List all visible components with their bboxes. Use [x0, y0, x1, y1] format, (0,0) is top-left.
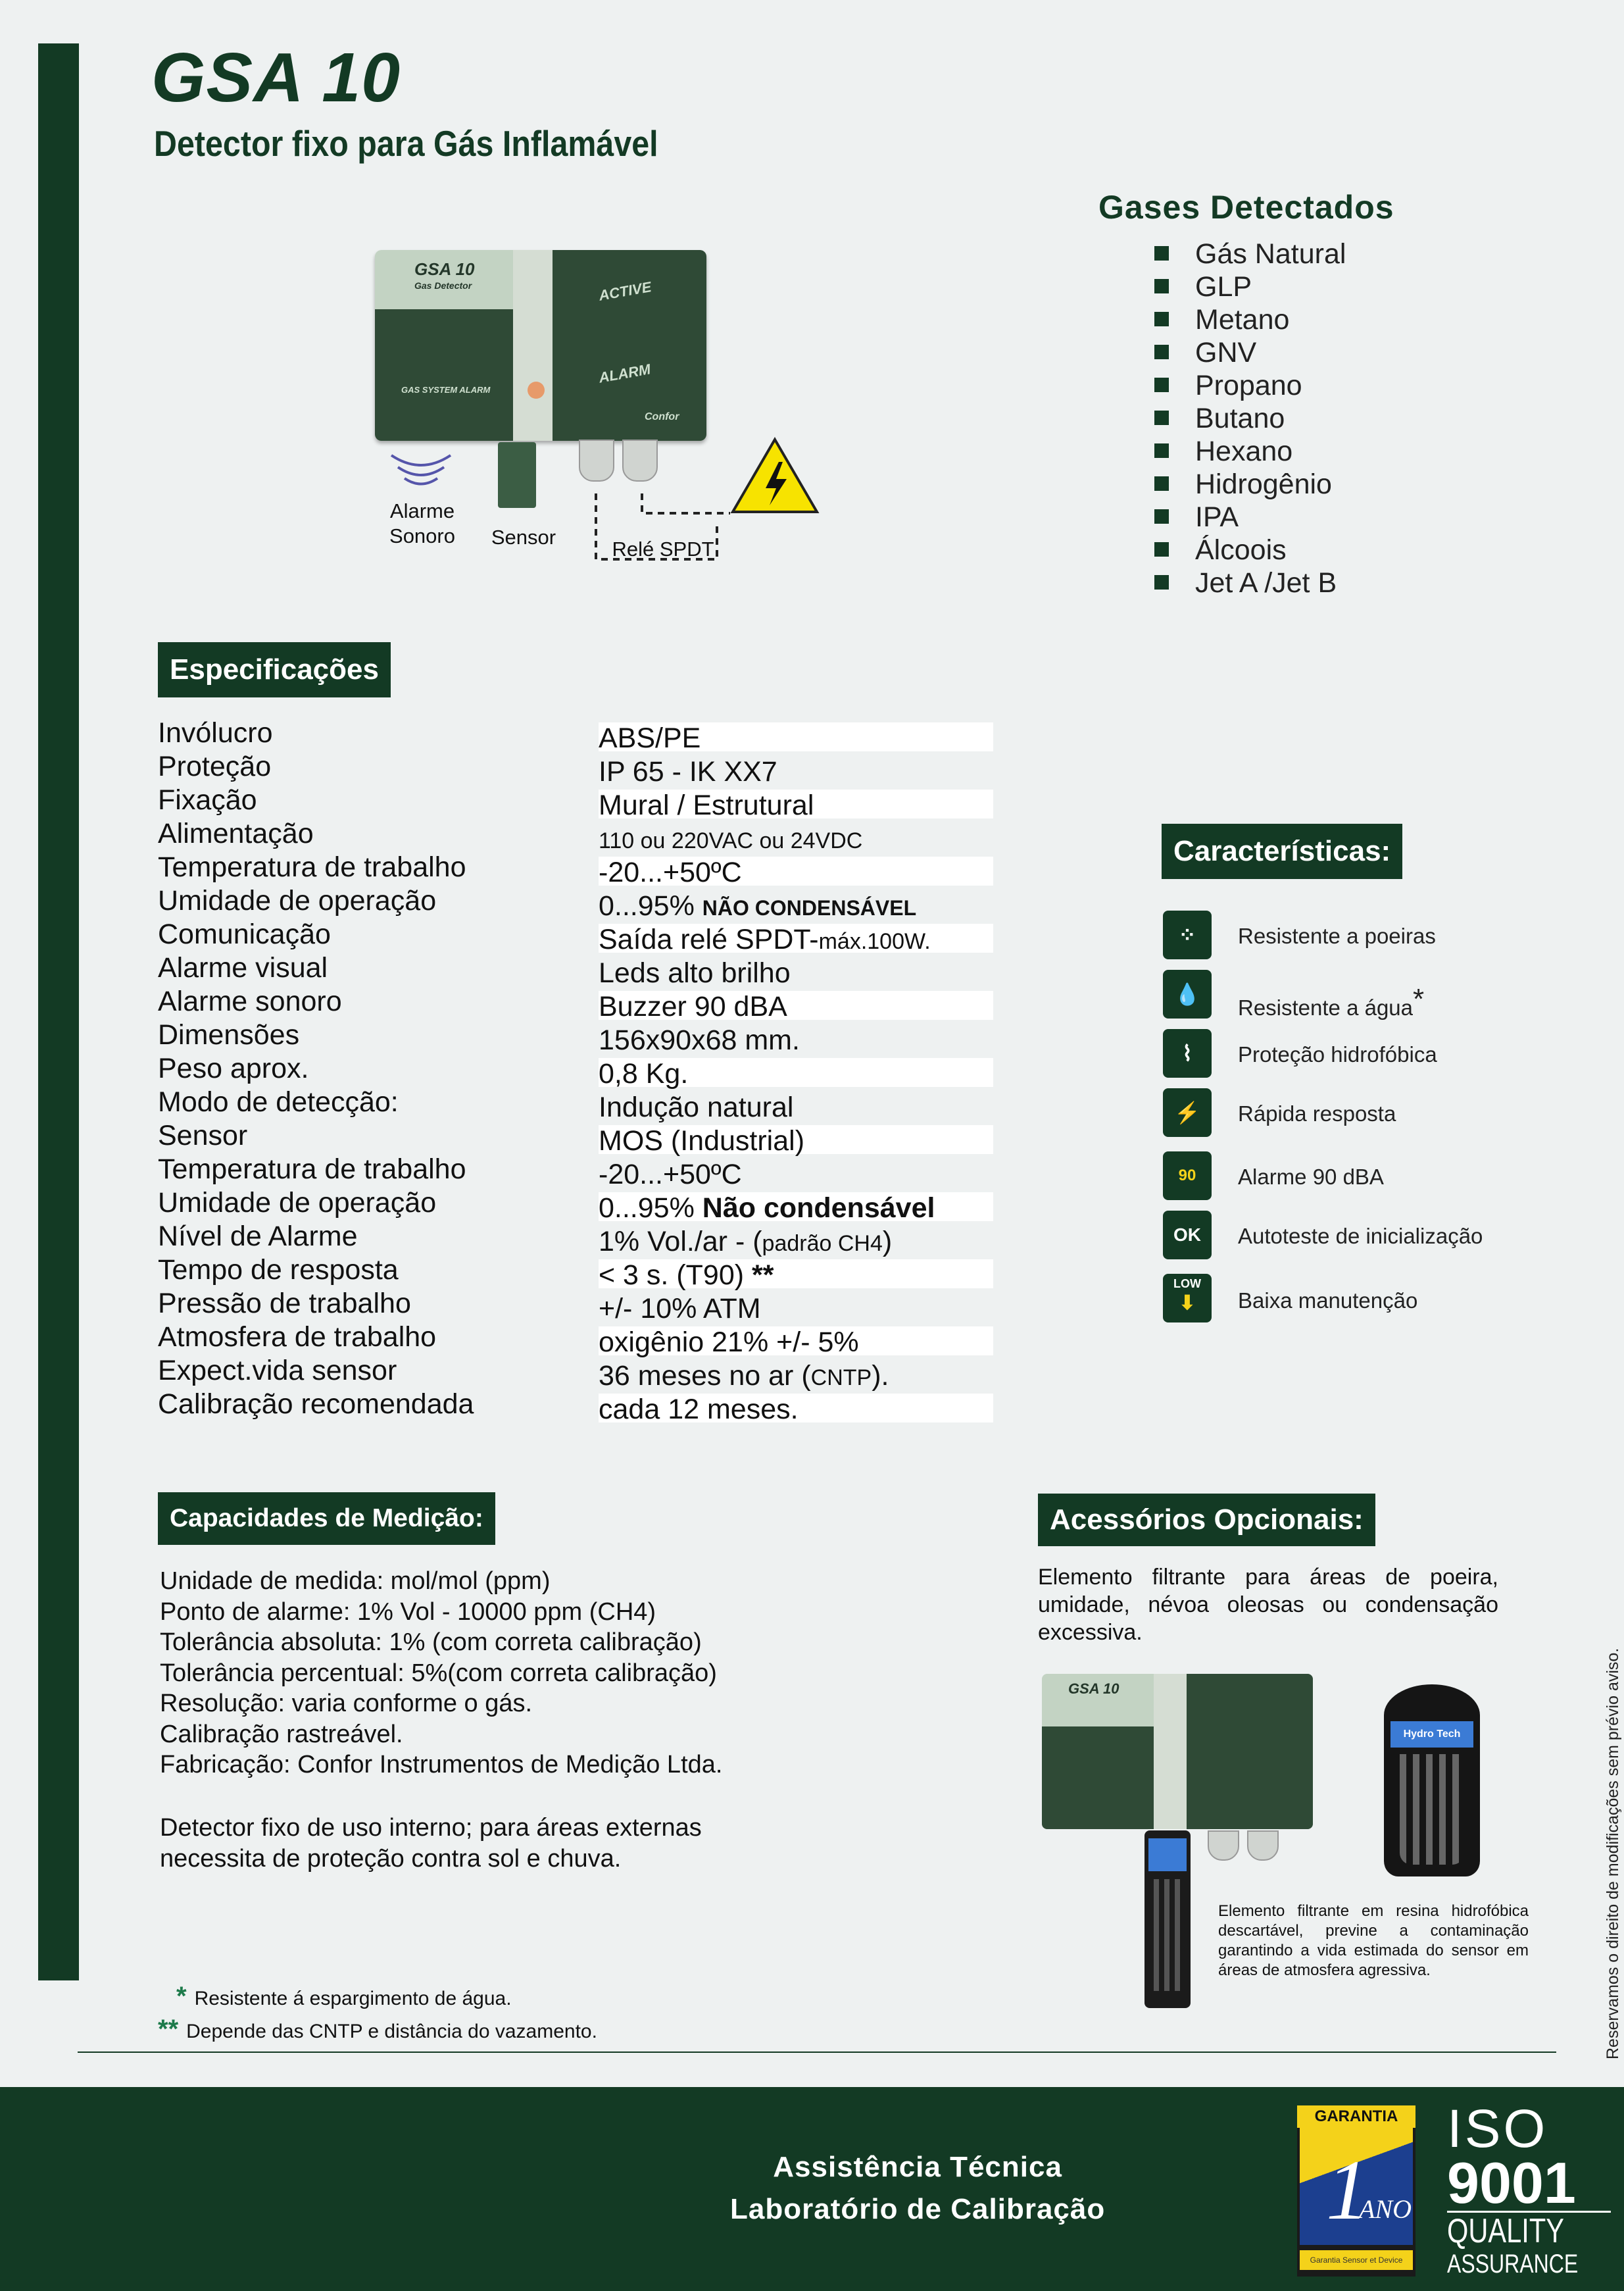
- device-title-label: GSA 10: [414, 259, 475, 279]
- bullet-square-icon: [1154, 279, 1169, 293]
- gas-item: Butano: [1154, 403, 1285, 435]
- characteristic-label: Resistente a poeiras: [1238, 924, 1436, 948]
- spec-row: Atmosfera de trabalho oxigênio 21% +/- 5%: [158, 1321, 993, 1354]
- footer-services: Assistência Técnica Laboratório de Calibração: [730, 2151, 1106, 2225]
- gas-item: Propano: [1154, 370, 1302, 402]
- bullet-square-icon: [1154, 345, 1169, 359]
- active-label: ACTIVE: [597, 278, 653, 304]
- system-label: GAS SYSTEM ALARM: [401, 385, 491, 395]
- gas-item: IPA: [1154, 501, 1239, 534]
- accessories-heading: Acessórios Opcionais:: [1038, 1494, 1375, 1546]
- accessory-gland-1: [1208, 1830, 1239, 1861]
- spec-row: Calibração recomendada cada 12 meses.: [158, 1388, 993, 1421]
- spec-row: Modo de detecção: Indução natural: [158, 1086, 794, 1123]
- characteristic-label: Rápida resposta: [1238, 1101, 1396, 1126]
- spec-row: Comunicação Saída relé SPDT-máx.100W.: [158, 919, 993, 951]
- spec-row: Tempo de resposta < 3 s. (T90) **: [158, 1254, 993, 1287]
- lightning-icon: ⚡: [1163, 1088, 1212, 1137]
- accessories-text: Elemento filtrante para áreas de poeira, umidade, névoa oleosas ou condensação excessiva.: [1038, 1565, 1498, 1645]
- spec-row: Alimentação 110 ou 220VAC ou 24VDC: [158, 818, 863, 853]
- sound-waves-icon: [381, 442, 460, 495]
- sensor-label: Sensor: [491, 526, 556, 549]
- alarm-sonoro-label: Alarme Sonoro: [389, 499, 455, 547]
- filter-note: Elemento filtrante em resina hidrofóbica descartável, previne a contaminação garantindo a vida estimada do sensor em áreas de atmosfera agressiva.: [1218, 1902, 1529, 1979]
- bullet-square-icon: [1154, 378, 1169, 392]
- ok-icon: OK: [1163, 1211, 1212, 1259]
- measurement-heading: Capacidades de Medição:: [158, 1492, 495, 1545]
- bullet-square-icon: [1154, 246, 1169, 261]
- sensor-canister: [498, 442, 536, 508]
- characteristic-label: Alarme 90 dBA: [1238, 1165, 1384, 1189]
- disclaimer-vertical: Reservamos o direito de modificações sem prévio aviso.: [1604, 1648, 1622, 2059]
- relay-label: Relé SPDT: [612, 538, 714, 561]
- warranty-seal: GARANTIA 1 ANO Garantia Sensor et Device: [1297, 2105, 1415, 2277]
- spec-row: Dimensões 156x90x68 mm.: [158, 1019, 800, 1056]
- spec-row: Umidade de operação 0...95% Não condensável: [158, 1187, 993, 1220]
- left-accent-bar: [38, 43, 79, 1980]
- brand-logo: Confor: [645, 411, 679, 422]
- measurement-list: Unidade de medida: mol/mol (ppm) Ponto de alarme: 1% Vol - 10000 ppm (CH4) Tolerância absoluta: 1% (com correta calibração) Tolerância percentual: 5%(com correta calibração) Resolução: varia conforme o gás. Calibração rastreável. Fabricação: Confor Instrumentos de Medição Ltda.: [160, 1567, 723, 1778]
- characteristics-heading: Características:: [1162, 824, 1402, 879]
- gas-item: GLP: [1154, 271, 1252, 303]
- characteristic-label: Autoteste de inicialização: [1238, 1224, 1483, 1248]
- iso-9001-logo: ISO 9001 QUALITY ASSURANCE: [1447, 2103, 1611, 2278]
- water-drop-icon: 💧: [1163, 970, 1212, 1019]
- gas-item: GNV: [1154, 337, 1256, 369]
- hydrophobic-icon: ⌇: [1163, 1029, 1212, 1078]
- footnote-2: ** Depende das CNTP e distância do vazamento.: [158, 2015, 597, 2044]
- bullet-square-icon: [1154, 411, 1169, 425]
- specs-heading: Especificações: [158, 642, 391, 697]
- gases-title: Gases Detectados: [1098, 189, 1394, 226]
- bullet-square-icon: [1154, 575, 1169, 590]
- spec-row: Temperatura de trabalho -20...+50ºC: [158, 851, 993, 884]
- low-arrow-icon: LOW ⬇: [1163, 1274, 1212, 1322]
- bullet-square-icon: [1154, 509, 1169, 524]
- bullet-square-icon: [1154, 443, 1169, 458]
- device-illustration: [375, 250, 706, 441]
- spec-row: Peso aprox. 0,8 Kg.: [158, 1053, 993, 1086]
- characteristic-label: Proteção hidrofóbica: [1238, 1042, 1437, 1067]
- bullet-square-icon: [1154, 542, 1169, 557]
- device-photo-accessory: GSA 10: [1042, 1674, 1313, 1829]
- footer-divider: [78, 2052, 1556, 2053]
- gas-item: Metano: [1154, 304, 1289, 336]
- high-voltage-warning-icon: [730, 437, 820, 516]
- spec-row: Sensor MOS (Industrial): [158, 1120, 993, 1153]
- spec-row: Alarme visual Leds alto brilho: [158, 952, 791, 989]
- gas-item: Jet A /Jet B: [1154, 567, 1337, 599]
- usage-note: Detector fixo de uso interno; para áreas externas necessita de proteção contra sol e chuva.: [160, 1814, 702, 1873]
- characteristic-label: Baixa manutenção: [1238, 1288, 1418, 1313]
- filter-element-photo: Hydro Tech: [1384, 1684, 1480, 1876]
- sound-90-icon: 90: [1163, 1151, 1212, 1200]
- device-panel-right: [553, 250, 706, 441]
- spec-row: Fixação Mural / Estrutural: [158, 784, 993, 817]
- gas-item: Hexano: [1154, 436, 1292, 468]
- dust-icon: ⁘: [1163, 911, 1212, 959]
- gas-item: Hidrogênio: [1154, 468, 1332, 501]
- spec-row: Pressão de trabalho +/- 10% ATM: [158, 1288, 761, 1324]
- spec-row: Alarme sonoro Buzzer 90 dBA: [158, 986, 993, 1019]
- characteristic-label: Resistente a água*: [1238, 983, 1425, 1020]
- spec-row: Umidade de operação 0...95% NÃO CONDENSÁVEL: [158, 885, 917, 922]
- spec-row: Nível de Alarme 1% Vol./ar - (padrão CH4): [158, 1221, 893, 1257]
- device-subtitle-label: Gas Detector: [414, 280, 472, 291]
- product-subtitle: Detector fixo para Gás Inflamável: [154, 123, 658, 164]
- spec-row: Proteção IP 65 - IK XX7: [158, 751, 777, 788]
- accessory-gland-2: [1247, 1830, 1279, 1861]
- device-strip: [513, 250, 553, 441]
- alarm-label: ALARM: [597, 361, 652, 386]
- led-indicator: [528, 382, 545, 399]
- spec-row: Temperatura de trabalho -20...+50ºC: [158, 1153, 742, 1190]
- device-panel-left: [375, 309, 513, 441]
- gas-item: Álcoois: [1154, 534, 1287, 566]
- spec-row: Invólucro ABS/PE: [158, 717, 993, 750]
- bullet-square-icon: [1154, 312, 1169, 326]
- spec-row: Expect.vida sensor 36 meses no ar (CNTP).: [158, 1355, 889, 1392]
- filter-element-installed: [1144, 1830, 1191, 2008]
- footnote-1: * Resistente á espargimento de água.: [176, 1982, 512, 2011]
- product-title: GSA 10: [151, 39, 401, 116]
- gas-item: Gás Natural: [1154, 238, 1346, 270]
- bullet-square-icon: [1154, 476, 1169, 491]
